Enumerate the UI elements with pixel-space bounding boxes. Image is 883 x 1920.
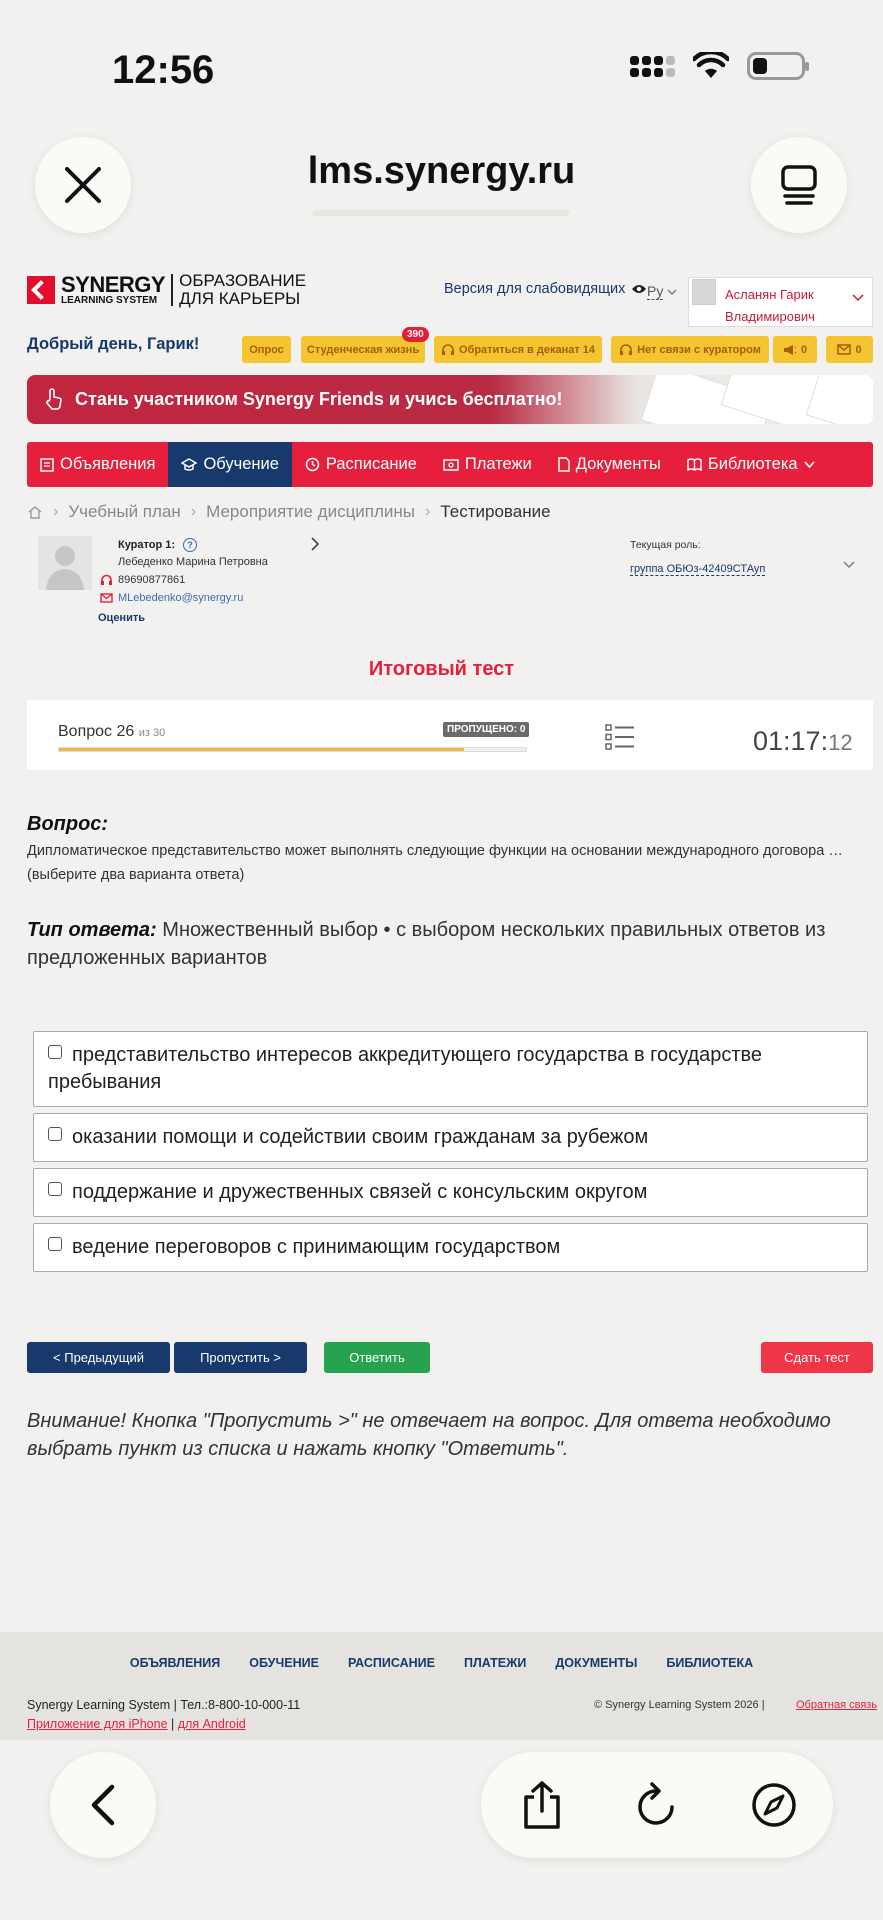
help-icon[interactable]: ? (183, 538, 197, 552)
dean-office-button[interactable]: Обратиться в деканат 14 (434, 336, 602, 363)
curator-email[interactable]: MLebedenko@synergy.ru (100, 592, 243, 604)
curator-avatar (38, 536, 92, 590)
checkbox[interactable] (48, 1182, 62, 1196)
question-heading: Вопрос: (27, 813, 109, 835)
eye-icon (631, 283, 647, 295)
chevron-down-icon (804, 461, 815, 469)
notifications-button[interactable]: 0 (773, 336, 817, 363)
nav-payments[interactable]: Платежи (430, 442, 545, 487)
accessibility-version-link[interactable]: Версия для слабовидящих (444, 281, 647, 297)
tabs-icon (781, 165, 817, 205)
test-progress-card (27, 700, 873, 770)
timer: 01:17:12 (753, 726, 853, 756)
chevron-right-icon[interactable] (310, 536, 320, 552)
nav-announcements[interactable]: Объявления (27, 442, 168, 487)
footer-link-payments[interactable]: ПЛАТЕЖИ (463, 1656, 527, 1670)
footer-link-documents[interactable]: ДОКУМЕНТЫ (555, 1656, 638, 1670)
curator-name: Лебеденко Марина Петровна (118, 556, 268, 568)
answer-option[interactable]: поддержание и дружественных связей с консульским округом (33, 1168, 868, 1217)
chevron-down-icon (852, 294, 864, 302)
footer-company: Synergy Learning System | Тел.:8-800-10-000-11 (27, 1698, 301, 1712)
question-counter: Вопрос 26 из 30 (58, 723, 166, 740)
android-app-link[interactable]: для Android (177, 1717, 246, 1731)
footer-link-announcements[interactable]: ОБЪЯВЛЕНИЯ (129, 1656, 221, 1670)
nav-library[interactable]: Библиотека (674, 442, 828, 487)
chevron-left-icon (88, 1784, 118, 1826)
book-icon (687, 458, 702, 471)
share-button[interactable] (515, 1778, 569, 1832)
question-list-icon[interactable] (605, 724, 635, 750)
role-label: Текущая роль: (630, 539, 701, 551)
browser-toolbar (481, 1752, 833, 1858)
reload-button[interactable] (630, 1778, 684, 1832)
status-icons (630, 52, 805, 80)
greeting: Добрый день, Гарик! (27, 335, 200, 353)
iphone-app-link[interactable]: Приложение для iPhone (27, 1717, 168, 1731)
warning-text: Внимание! Кнопка "Пропустить >" не отвечает на вопрос. Для ответа необходимо выбрать пункт из списка и нажать кнопку "Ответить". (27, 1410, 831, 1460)
footer-link-library[interactable]: БИБЛИОТЕКА (666, 1656, 754, 1670)
money-icon (443, 459, 459, 471)
breadcrumb-current: Тестирование (440, 502, 551, 521)
cellular-signal-icon (630, 56, 675, 77)
promo-banner[interactable]: Стань участником Synergy Friends и учись бесплатно! (27, 375, 873, 424)
curator-label: Куратор 1: ? (118, 538, 197, 552)
breadcrumb-plan[interactable]: Учебный план (68, 502, 181, 521)
chevron-down-icon (667, 288, 677, 296)
breadcrumb-separator-icon: › (53, 503, 59, 520)
clock-icon (305, 457, 320, 472)
student-life-button[interactable]: Студенческая жизнь (301, 336, 425, 363)
tabs-overview-button[interactable] (751, 137, 847, 233)
footer-link-learning[interactable]: ОБУЧЕНИЕ (249, 1656, 319, 1670)
share-icon (520, 1780, 564, 1830)
breadcrumb (27, 502, 551, 522)
reload-icon (634, 1781, 680, 1829)
role-select[interactable]: группа ОБЮз-42409СТАуп (630, 563, 766, 575)
student-life-badge: 390 (402, 327, 429, 342)
answer-options (33, 1031, 868, 1278)
headset-icon (619, 344, 633, 356)
answer-type: Тип ответа: Множественный выбор • с выбором нескольких правильных ответов из предложенных вариантов (27, 919, 826, 969)
nav-learning[interactable]: Обучение (168, 442, 291, 487)
progress-bar (58, 747, 527, 752)
breadcrumb-separator-icon: › (190, 503, 197, 520)
question-text: Дипломатическое представительство может выполнять следующие функции на основании международного договора … (выберите два варианта ответа) (27, 843, 843, 883)
checkbox[interactable] (48, 1045, 62, 1059)
feedback-link[interactable]: Обратная связь (796, 1699, 878, 1711)
compass-icon (750, 1781, 798, 1829)
messages-button[interactable]: 0 (826, 336, 873, 363)
document-icon (558, 457, 570, 472)
envelope-icon (837, 344, 851, 355)
headset-icon (100, 574, 113, 586)
wifi-icon (693, 52, 729, 80)
browser-back-button[interactable] (50, 1752, 156, 1858)
megaphone-icon (783, 344, 797, 356)
footer-nav (0, 1656, 883, 1670)
checkbox[interactable] (48, 1127, 62, 1141)
person-placeholder-icon (38, 536, 92, 590)
footer (0, 1632, 883, 1740)
previous-button[interactable]: < Предыдущий (27, 1342, 170, 1373)
url-loading-bar (312, 210, 570, 216)
status-bar (0, 0, 883, 110)
nav-schedule[interactable]: Расписание (292, 442, 430, 487)
skipped-badge: ПРОПУЩЕНО: 0 (443, 722, 529, 737)
breadcrumb-separator-icon: › (425, 503, 431, 520)
answer-button[interactable]: Ответить (324, 1342, 430, 1373)
curator-contact-button[interactable]: Нет связи с куратором (611, 336, 769, 363)
page-title: Итоговый тест (368, 658, 515, 680)
synergy-logo-icon (27, 276, 55, 304)
synergy-logo[interactable]: SYNERGY LEARNING SYSTEM ОБРАЗОВАНИЕ ДЛЯ КАРЬЕРЫ (27, 272, 306, 308)
avatar (692, 279, 716, 305)
user-menu[interactable]: Асланян Гарик Владимирович (688, 277, 873, 327)
skip-button[interactable]: Пропустить > (174, 1342, 307, 1373)
answer-option[interactable]: оказании помощи и содействии своим гражданам за рубежом (33, 1113, 868, 1162)
answer-option[interactable]: представительство интересов аккредитующего государства в государстве пребывания (33, 1031, 868, 1107)
battery-icon (747, 52, 805, 80)
footer-copyright: © Synergy Learning System 2026 | (594, 1699, 765, 1711)
home-icon[interactable] (27, 505, 43, 520)
graduation-cap-icon (181, 458, 197, 472)
main-nav (27, 442, 873, 487)
nav-documents[interactable]: Документы (545, 442, 674, 487)
url-bar[interactable]: lms.synergy.ru (307, 150, 576, 192)
chevron-down-icon[interactable] (843, 561, 855, 569)
breadcrumb-event[interactable]: Мероприятие дисциплины (206, 502, 416, 521)
footer-link-schedule[interactable]: РАСПИСАНИЕ (347, 1656, 435, 1670)
language-select[interactable]: Ру (647, 283, 677, 299)
status-time: 12:56 (112, 48, 215, 92)
banner-decoration (806, 375, 873, 424)
progress-fill (59, 748, 464, 751)
submit-test-button[interactable]: Сдать тест (761, 1342, 873, 1373)
curator-phone: 89690877861 (100, 574, 185, 586)
headset-icon (441, 344, 455, 356)
checkbox[interactable] (48, 1237, 62, 1251)
footer-apps: Приложение для iPhone | для Android (27, 1717, 246, 1731)
envelope-icon (100, 593, 113, 603)
survey-button[interactable]: Опрос (242, 336, 291, 363)
hand-pointer-icon (43, 388, 63, 410)
rate-curator-link[interactable]: Оценить (98, 612, 145, 624)
compass-button[interactable] (747, 1778, 801, 1832)
answer-option[interactable]: ведение переговоров с принимающим государством (33, 1223, 868, 1272)
list-icon (40, 458, 54, 472)
